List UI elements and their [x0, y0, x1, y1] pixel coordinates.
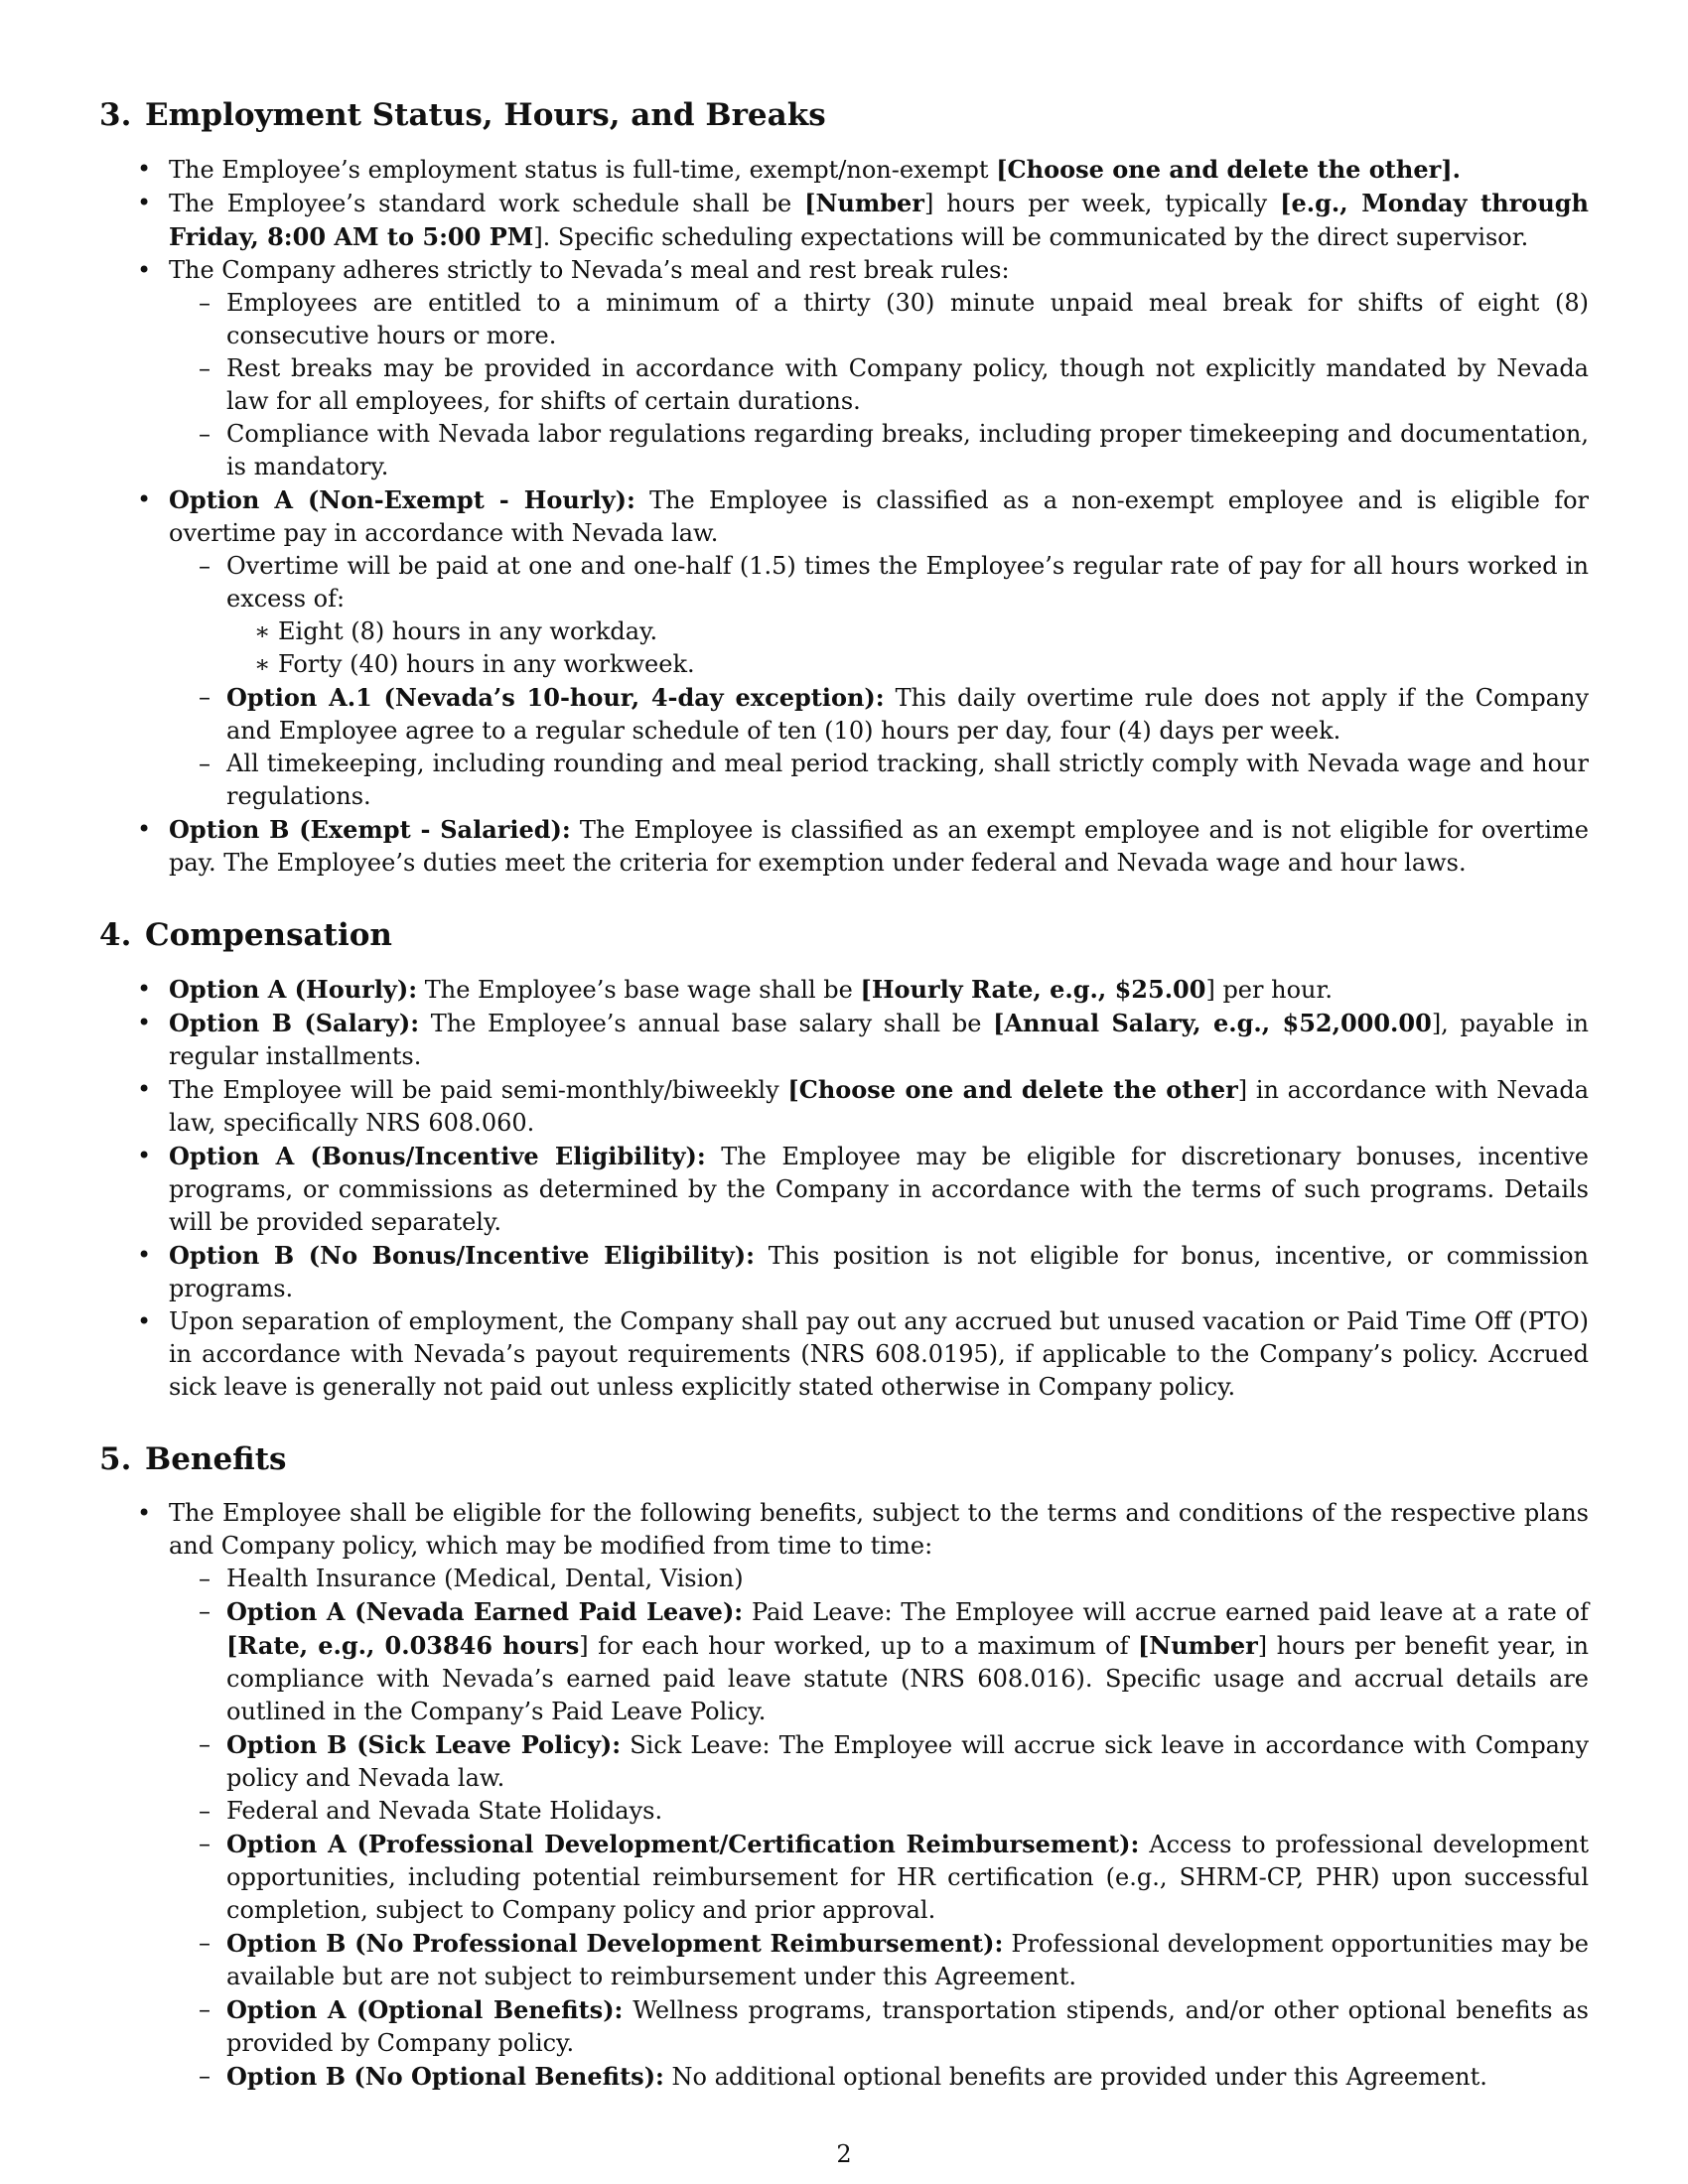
- sub-sub-list-item: ∗ Forty (40) hours in any workweek.: [226, 648, 1589, 681]
- option-label: Option B (No Professional Development Reimbursement):: [226, 1929, 1004, 1958]
- section-4-list: [99, 973, 1589, 1404]
- list-item: • Option A (Non-Exempt - Hourly): The Employee is classified as a non-exempt employee and is eligible for overtime pay in accordance with Nevada law. – Overtime will be paid at one and one-half (1.5) times the Employee’s regular rate of pay for all hours worked in excess of: ∗ Eight (8) hours in any workday. ∗ Forty (40) hours in any workweek. – Option A.1 (Nevada’s 10-hour, 4-day exception): This daily overtime rule does not apply if the Company and Employee agree to a regular schedule of ten (10) hours per day, four (4) days per week. – All timekeeping, including rounding and meal period tracking, shall strictly comply with Nevada wage and hour regulations.: [99, 483, 1589, 813]
- sub-list-item: – Option B (Sick Leave Policy): Sick Leave: The Employee will accrue sick leave in accordance with Company policy and Nevada law.: [169, 1728, 1589, 1795]
- option-label: Option A (Optional Benefits):: [226, 1995, 624, 2024]
- option-label: Option A (Bonus/Incentive Eligibility):: [169, 1142, 706, 1170]
- sub-list: [169, 550, 1589, 813]
- sub-list-item: – Option A (Nevada Earned Paid Leave): Paid Leave: The Employee will accrue earned paid leave at a rate of [Rate, e.g., 0.03846 hours] for each hour worked, up to a maximum of [Number] hours per benefit year, in compliance with Nevada’s earned paid leave statute (NRS 608.016). Specific usage and accrual details are outlined in the Company’s Paid Leave Policy.: [169, 1595, 1589, 1728]
- sub-sub-list: [226, 615, 1589, 681]
- section-5-heading: 5. Benefits: [99, 1441, 287, 1477]
- list-item: • Option A (Hourly): The Employee’s base wage shall be [Hourly Rate, e.g., $25.00] per hour.: [99, 973, 1589, 1007]
- sub-list-item: – Option A (Professional Development/Certification Reimbursement): Access to professional development opportunities, including potential reimbursement for HR certification (e.g., SHRM-CP, PHR) upon successful completion, subject to Company policy and prior approval.: [169, 1828, 1589, 1927]
- list-item: • The Employee’s standard work schedule shall be [Number] hours per week, typically [e.g., Monday through Friday, 8:00 AM to 5:00 PM]. Specific scheduling expectations will be communicated by the direct supervisor.: [99, 187, 1589, 254]
- sub-list-item: – Rest breaks may be provided in accordance with Company policy, though not explicitly mandated by Nevada law for all employees, for shifts of certain durations.: [169, 352, 1589, 418]
- list-item: • Upon separation of employment, the Company shall pay out any accrued but unused vacation or Paid Time Off (PTO) in accordance with Nevada’s payout requirements (NRS 608.0195), if applicable to the Company’s policy. Accrued sick leave is generally not paid out unless explicitly stated otherwise in Company policy.: [99, 1305, 1589, 1404]
- list-item: • The Employee’s employment status is full-time, exempt/non-exempt [Choose one and delete the other].: [99, 153, 1589, 187]
- section-3-heading: 3. Employment Status, Hours, and Breaks: [99, 97, 826, 133]
- option-label: Option A (Professional Development/Certification Reimbursement):: [226, 1830, 1140, 1858]
- option-label: Option B (Salary):: [169, 1009, 420, 1037]
- list-item: • Option B (Salary): The Employee’s annual base salary shall be [Annual Salary, e.g., $52,000.00], payable in regular installments.: [99, 1007, 1589, 1073]
- section-5-list: [99, 1497, 1589, 2094]
- sub-list-item: – Option B (No Optional Benefits): No additional optional benefits are provided under this Agreement.: [169, 2060, 1589, 2094]
- option-label: Option B (No Bonus/Incentive Eligibility):: [169, 1241, 755, 1270]
- sub-list-item: – Option A (Optional Benefits): Wellness programs, transportation stipends, and/or other optional benefits as provided by Company policy.: [169, 1993, 1589, 2060]
- section-3-list: [99, 153, 1589, 880]
- sub-sub-list-item: ∗ Eight (8) hours in any workday.: [226, 615, 1589, 648]
- sub-list-item: – Overtime will be paid at one and one-half (1.5) times the Employee’s regular rate of pay for all hours worked in excess of: ∗ Eight (8) hours in any workday. ∗ Forty (40) hours in any workweek.: [169, 550, 1589, 681]
- sub-list-item: – Option A.1 (Nevada’s 10-hour, 4-day exception): This daily overtime rule does not apply if the Company and Employee agree to a regular schedule of ten (10) hours per day, four (4) days per week.: [169, 681, 1589, 748]
- page-number: 2: [836, 2140, 852, 2168]
- list-item: • Option B (No Bonus/Incentive Eligibility): This position is not eligible for bonus, incentive, or commission programs.: [99, 1239, 1589, 1305]
- section-4: [99, 915, 1589, 1404]
- list-item: • The Employee shall be eligible for the following benefits, subject to the terms and conditions of the respective plans and Company policy, which may be modified from time to time: – Health Insurance (Medical, Dental, Vision) – Option A (Nevada Earned Paid Leave): Paid Leave: The Employee will accrue earned paid leave at a rate of [Rate, e.g., 0.03846 hours] for each hour worked, up to a maximum of [Number] hours per benefit year, in compliance with Nevada’s earned paid leave statute (NRS 608.016). Specific usage and accrual details are outlined in the Company’s Paid Leave Policy. – Option B (Sick Leave Policy): Sick Leave: The Employee will accrue sick leave in accordance with Company policy and Nevada law. – Federal and Nevada State Holidays. – Option A (Professional Development/Certification Reimbursement): Access to professional development opportunities, including potential reimbursement for HR certification (e.g., SHRM-CP, PHR) upon successful completion, subject to Company policy and prior approval. – Option B (No Professional Development Reimbursement): Professional development opportunities may be available but are not subject to reimbursement under this Agreement. – Option A (Optional Benefits): Wellness programs, transportation stipends, and/or other optional benefits as provided by Company policy. – Option B (No Optional Benefits): No additional optional benefits are provided under this Agreement.: [99, 1497, 1589, 2094]
- sub-list: [169, 1563, 1589, 2094]
- list-item: • Option A (Bonus/Incentive Eligibility): The Employee may be eligible for discretionary bonuses, incentive programs, or commissions as determined by the Company in accordance with the terms of such programs. Details will be provided separately.: [99, 1140, 1589, 1239]
- sub-list-item: – All timekeeping, including rounding and meal period tracking, shall strictly comply with Nevada wage and hour regulations.: [169, 748, 1589, 813]
- section-5: [99, 1439, 1589, 2094]
- sub-list-item: – Health Insurance (Medical, Dental, Vision): [169, 1563, 1589, 1595]
- option-label: Option A (Hourly):: [169, 975, 418, 1004]
- option-label: Option B (No Optional Benefits):: [226, 2062, 664, 2091]
- sub-list-item: – Employees are entitled to a minimum of a thirty (30) minute unpaid meal break for shifts of eight (8) consecutive hours or more.: [169, 287, 1589, 352]
- list-item: • The Company adheres strictly to Nevada’s meal and rest break rules: – Employees are entitled to a minimum of a thirty (30) minute unpaid meal break for shifts of eight (8) consecutive hours or more. – Rest breaks may be provided in accordance with Company policy, though not explicitly mandated by Nevada law for all employees, for shifts of certain durations. – Compliance with Nevada labor regulations regarding breaks, including proper timekeeping and documentation, is mandatory.: [99, 254, 1589, 483]
- section-4-title: Compensation: [145, 917, 392, 953]
- section-5-title: Benefits: [145, 1441, 287, 1477]
- list-item: • The Employee will be paid semi-monthly/biweekly [Choose one and delete the other] in accordance with Nevada law, specifically NRS 608.060.: [99, 1073, 1589, 1140]
- option-label: Option B (Sick Leave Policy):: [226, 1730, 622, 1759]
- option-label: Option A.1 (Nevada’s 10-hour, 4-day exception):: [226, 683, 885, 712]
- section-4-heading: 4. Compensation: [99, 917, 392, 953]
- sub-list-item: – Compliance with Nevada labor regulations regarding breaks, including proper timekeeping and documentation, is mandatory.: [169, 418, 1589, 483]
- sub-list-item: – Federal and Nevada State Holidays.: [169, 1795, 1589, 1828]
- section-3-title: Employment Status, Hours, and Breaks: [145, 97, 826, 133]
- document-page: [99, 95, 1589, 2129]
- option-label: Option B (Exempt - Salaried):: [169, 815, 571, 844]
- sub-list-item: – Option B (No Professional Development Reimbursement): Professional development opportunities may be available but are not subject to reimbursement under this Agreement.: [169, 1927, 1589, 1993]
- option-label: Option A (Non-Exempt - Hourly):: [169, 485, 635, 514]
- option-label: Option A (Nevada Earned Paid Leave):: [226, 1597, 744, 1626]
- list-item: • Option B (Exempt - Salaried): The Employee is classified as an exempt employee and is not eligible for overtime pay. The Employee’s duties meet the criteria for exemption under federal and Nevada wage and hour laws.: [99, 813, 1589, 880]
- section-3: [99, 95, 1589, 880]
- sub-list: [169, 287, 1589, 483]
